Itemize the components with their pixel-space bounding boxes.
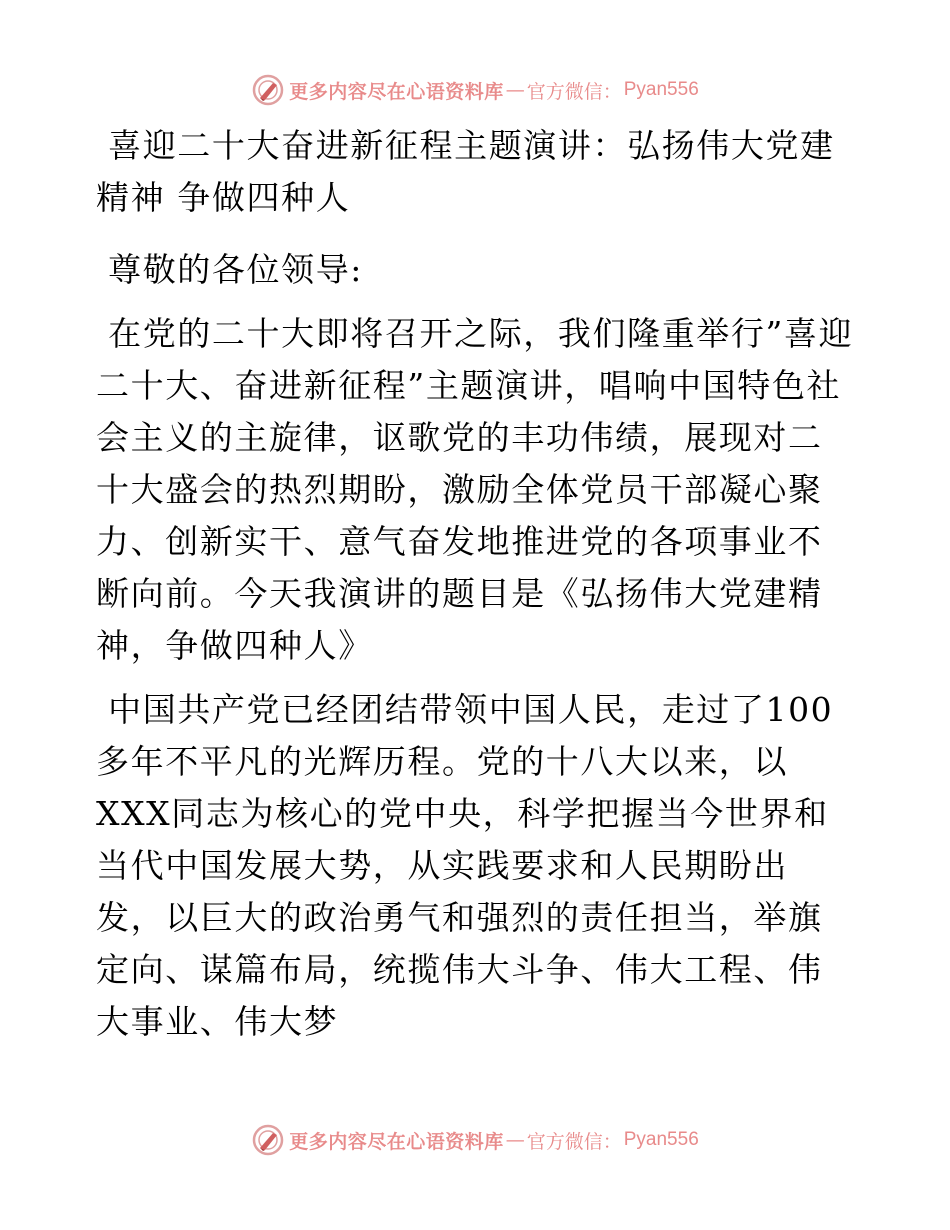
footer-wechat-id: Pyan556	[623, 1129, 699, 1150]
footer-wechat-label: 官方微信：	[526, 1130, 622, 1153]
header-dash: —	[505, 79, 525, 101]
pen-nib-circle-icon	[251, 73, 285, 107]
header-wechat-id: Pyan556	[623, 79, 699, 100]
paragraph-2: 中国共产党已经团结带领中国人民，走过了100多年不平凡的光辉历程。党的十八大以来，以XXX同志为核心的党中央，科学把握当今世界和当代中国发展大势，从实践要求和人民期盼出发，以巨大的政治勇气和强烈的责任担当，举旗定向、谋篇布局，统揽伟大斗争、伟大工程、伟大事业、伟大梦	[96, 690, 834, 1041]
paragraph-1: 在党的二十大即将召开之际，我们隆重举行”喜迎二十大、奋进新征程”主题演讲，唱响中国特色社会主义的主旋律，讴歌党的丰功伟绩，展现对二十大盛会的热烈期盼，激励全体党员干部凝心聚力、创新实干、意气奋发地推进党的各项事业不断向前。今天我演讲的题目是《弘扬伟大党建精神，争做四种人》	[96, 314, 854, 665]
header-wechat-label: 官方微信：	[526, 80, 622, 103]
document-title: 喜迎二十大奋进新征程主题演讲：弘扬伟大党建精神 争做四种人	[96, 126, 835, 217]
header-slogan: 更多内容尽在心语资料库	[289, 80, 504, 103]
salutation: 尊敬的各位领导:	[96, 250, 364, 289]
footer-banner	[0, 1120, 950, 1160]
footer-dash: —	[505, 1129, 525, 1151]
document-body	[96, 120, 856, 1060]
footer-slogan: 更多内容尽在心语资料库	[289, 1130, 504, 1153]
pen-nib-circle-icon	[251, 1123, 285, 1157]
header-banner	[0, 70, 950, 110]
